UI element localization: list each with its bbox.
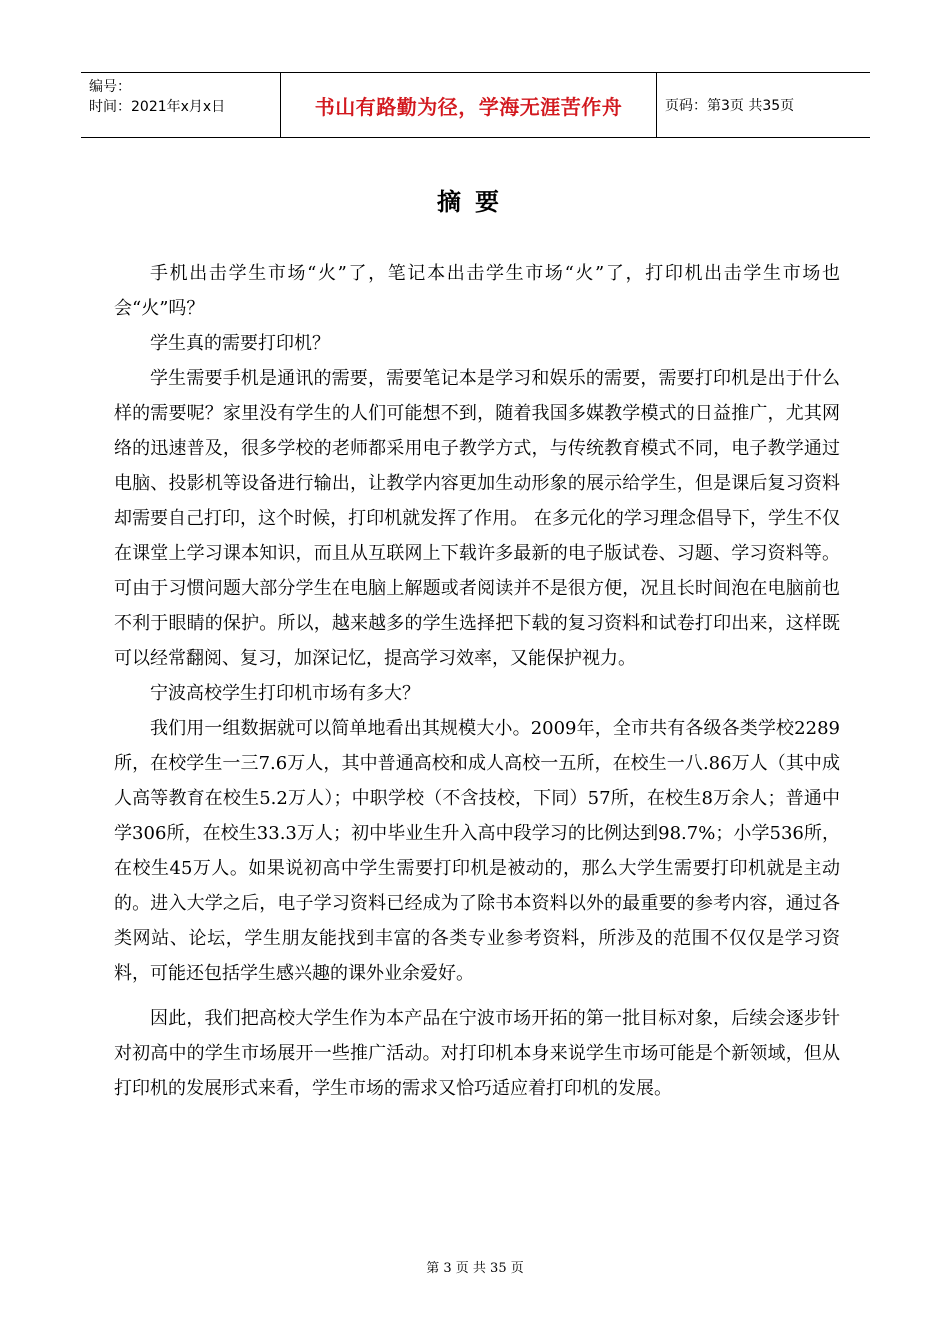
header-meta-cell: [81, 73, 281, 137]
header-motto: 书山有路勤为径，学海无涯苦作舟: [314, 94, 623, 119]
header-page-info: 页码：第3页 共35页: [665, 98, 795, 114]
page-title: 摘要: [437, 188, 513, 216]
paragraph-intro: 手机出击学生市场“火”了，笔记本出击学生市场“火”了，打印机出击学生市场也会“火”吗？: [114, 263, 840, 319]
paragraph-conclusion: 因此，我们把高校大学生作为本产品在宁波市场开拓的第一批目标对象，后续会逐步针对初高中的学生市场展开一些推广活动。对打印机本身来说学生市场可能是个新领域，但从打印机的发展形式来看，学生市场的需求又恰巧适应着打印机的发展。: [114, 1008, 840, 1099]
paragraph-market-data: 我们用一组数据就可以简单地看出其规模大小。2009年，全市共有各级各类学校2289所，在校学生一三7.6万人，其中普通高校和成人高校一五所，在校生一八.86万人（其中成人高等教育在校生5.2万人）；中职学校（不含技校，下同）57所，在校生8万余人；普通中学306所，在校生33.3万人；初中毕业生升入高中段学习的比例达到98.7%；小学536所，在校生45万人。如果说初高中学生需要打印机是被动的，那么大学生需要打印机就是主动的。进入大学之后，电子学习资料已经成为了除书本资料以外的最重要的参考内容，通过各类网站、论坛，学生朋友能找到丰富的各类专业参考资料，所涉及的范围不仅仅是学习资料，可能还包括学生感兴趣的课外业余爱好。: [114, 718, 840, 984]
page-footer: 第 3 页 共 35 页: [426, 1261, 524, 1276]
header-page-cell: [657, 73, 870, 137]
document-time-label: 时间：2021年x月x日: [89, 99, 226, 115]
paragraph-need-explanation: 学生需要手机是通讯的需要，需要笔记本是学习和娱乐的需要，需要打印机是出于什么样的需要呢？家里没有学生的人们可能想不到，随着我国多媒教学模式的日益推广，尤其网络的迅速普及，很多学校的老师都采用电子教学方式，与传统教育模式不同，电子教学通过电脑、投影机等设备进行输出，让教学内容更加生动形象的展示给学生，但是课后复习资料却需要自己打印，这个时候，打印机就发挥了作用。 在多元化的学习理念倡导下，学生不仅在课堂上学习课本知识，而且从互联网上下载许多最新的电子版试卷、习题、学习资料等。可由于习惯问题大部分学生在电脑上解题或者阅读并不是很方便，况且长时间泡在电脑前也不利于眼睛的保护。所以，越来越多的学生选择把下载的复习资料和试卷打印出来，这样既可以经常翻阅、复习，加深记忆，提高学习效率，又能保护视力。: [114, 368, 840, 669]
document-number-label: 编号：: [89, 79, 131, 95]
document-body: [114, 256, 840, 1106]
header-table: [81, 72, 870, 138]
paragraph-question-need: 学生真的需要打印机？: [150, 333, 330, 354]
header-motto-cell: [281, 73, 657, 137]
paragraph-question-market: 宁波高校学生打印机市场有多大？: [150, 683, 420, 704]
